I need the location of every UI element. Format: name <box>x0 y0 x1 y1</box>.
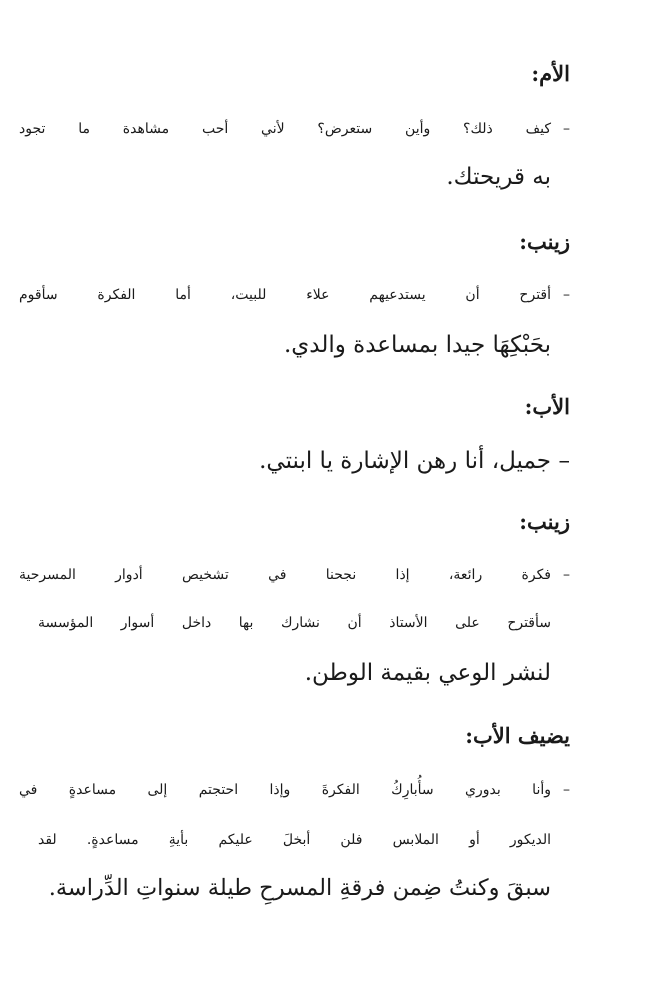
dialogue-line <box>19 775 570 805</box>
speaker-label: يضيف الأب: <box>465 723 570 748</box>
dialogue-text: أقترح أن يستدعيهم علاء للبيت، أما الفكرة سأقوم <box>19 287 551 303</box>
dialogue-text: كيف ذلك؟ وأين ستعرض؟ لأني أحب مشاهدة ما تجود <box>19 121 551 137</box>
dialogue-text: وأنا بدوري سأُبارِكُ الفكرةَ وإذا احتجتم إلى مساعدةٍ في <box>19 782 551 798</box>
dialogue-line: لنشر الوعي بقيمة الوطن. <box>304 660 551 686</box>
dash-marker: – <box>563 567 570 583</box>
dialogue-line <box>19 280 570 310</box>
speaker-label: الأم: <box>531 61 570 86</box>
dialogue-text: الديكور أو الملابس فلن أبخلَ عليكم بأيةِ مساعدةٍ. لقد <box>38 832 551 848</box>
dialogue-text: جميل، أنا رهن الإشارة يا ابنتي. <box>259 448 551 474</box>
dash-marker: – <box>563 287 570 303</box>
dialogue-line <box>19 114 570 144</box>
speaker-label: الأب: <box>524 394 570 419</box>
dash-marker: – <box>563 121 570 137</box>
dialogue-line <box>19 560 570 590</box>
dialogue-line <box>259 446 570 476</box>
dialogue-line: بحَبْكِهَا جيدا بمساعدة والدي. <box>283 332 551 358</box>
dash-marker: – <box>563 782 570 798</box>
speaker-label: زينب: <box>519 509 570 534</box>
dash-marker: – <box>558 448 570 474</box>
dialogue-line <box>38 825 551 855</box>
dialogue-text: سأقترح على الأستاذ أن نشارك بها داخل أسوار المؤسسة <box>38 615 551 631</box>
dialogue-line: سبقَ وكنتُ ضِمن فرقةِ المسرحِ طيلة سنواتِ الدِّراسة. <box>48 875 551 901</box>
speaker-label: زينب: <box>519 229 570 254</box>
dialogue-line <box>38 608 551 638</box>
dialogue-text: فكرة رائعة، إذا نجحنا في تشخيص أدوار المسرحية <box>19 567 551 583</box>
dialogue-line: به قريحتك. <box>446 164 551 190</box>
